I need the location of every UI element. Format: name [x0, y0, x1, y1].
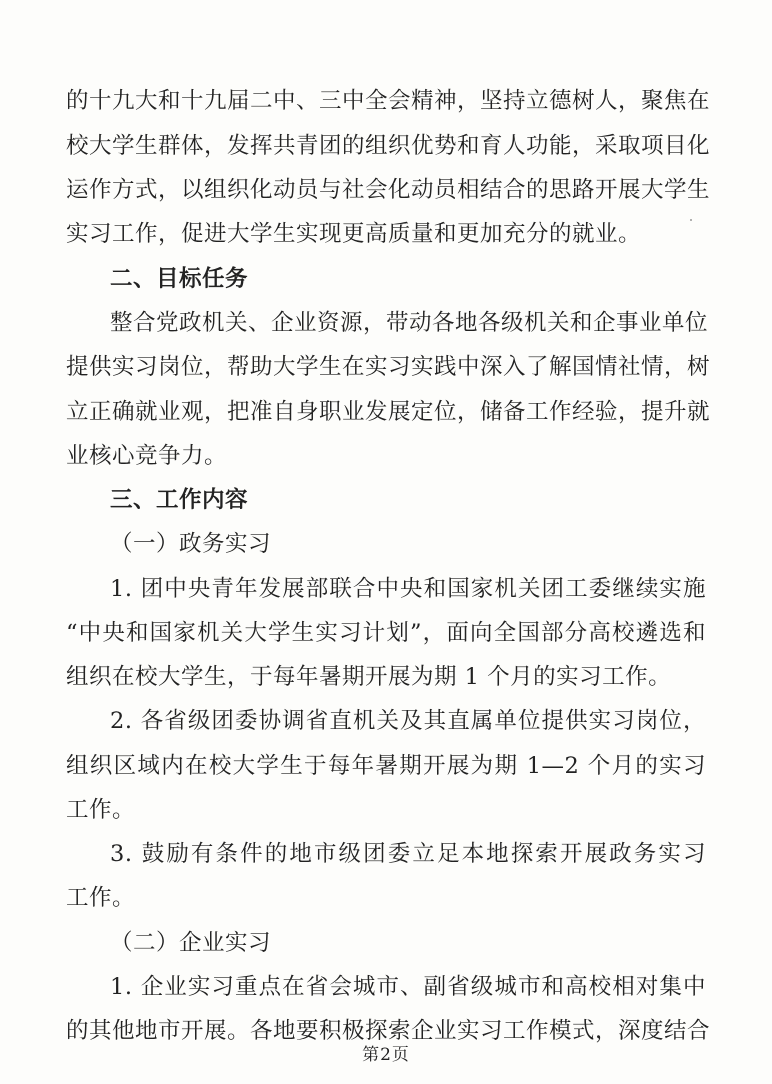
body-text-line: “中央和国家机关大学生实习计划”，面向全国部分高校遴选和 — [66, 620, 706, 646]
body-text-line: 2. 各省级团委协调省直机关及其直属单位提供实习岗位， — [110, 708, 706, 734]
body-text-line: 工作。 — [66, 885, 136, 911]
body-text-line: 1. 团中央青年发展部联合中央和国家机关团工委继续实施 — [110, 576, 706, 602]
subsection-heading-government-internship: （一）政务实习 — [110, 531, 272, 557]
body-text-line: 业核心竞争力。 — [66, 443, 228, 469]
body-text-line: 提供实习岗位，帮助大学生在实习实践中深入了解国情社情，树 — [66, 354, 711, 380]
body-text-line: 的十九大和十九届二中、三中全会精神，坚持立德树人，聚焦在 — [66, 88, 711, 114]
body-text-line: 运作方式，以组织化动员与社会化动员相结合的思路开展大学生 — [66, 177, 711, 203]
body-text-line: 工作。 — [66, 797, 136, 823]
body-text-line: 实习工作，促进大学生实现更高质量和更加充分的就业。 — [66, 221, 642, 247]
body-text-line: 整合党政机关、企业资源，带动各地各级机关和企事业单位 — [110, 310, 709, 336]
body-text-line: 校大学生群体，发挥共青团的组织优势和育人功能，采取项目化 — [66, 133, 711, 159]
body-text-line: 组织在校大学生，于每年暑期开展为期 1 个月的实习工作。 — [66, 664, 672, 690]
body-text-line: 1. 企业实习重点在省会城市、副省级城市和高校相对集中 — [110, 974, 706, 1000]
subsection-heading-enterprise-internship: （二）企业实习 — [110, 930, 272, 956]
body-text-line: 的其他地市开展。各地要积极探索企业实习工作模式，深度结合 — [66, 1018, 711, 1044]
section-heading-targets: 二、目标任务 — [110, 266, 249, 292]
page-number: 第2页 — [362, 1045, 410, 1065]
body-text-line: 3. 鼓励有条件的地市级团委立足本地探索开展政务实习 — [110, 841, 706, 867]
body-text-line: 立正确就业观，把准自身职业发展定位，储备工作经验，提升就 — [66, 399, 711, 425]
scan-speck — [690, 219, 692, 221]
section-heading-work-content: 三、工作内容 — [110, 487, 249, 513]
body-text-line: 组织区域内在校大学生于每年暑期开展为期 1—2 个月的实习 — [66, 753, 706, 779]
